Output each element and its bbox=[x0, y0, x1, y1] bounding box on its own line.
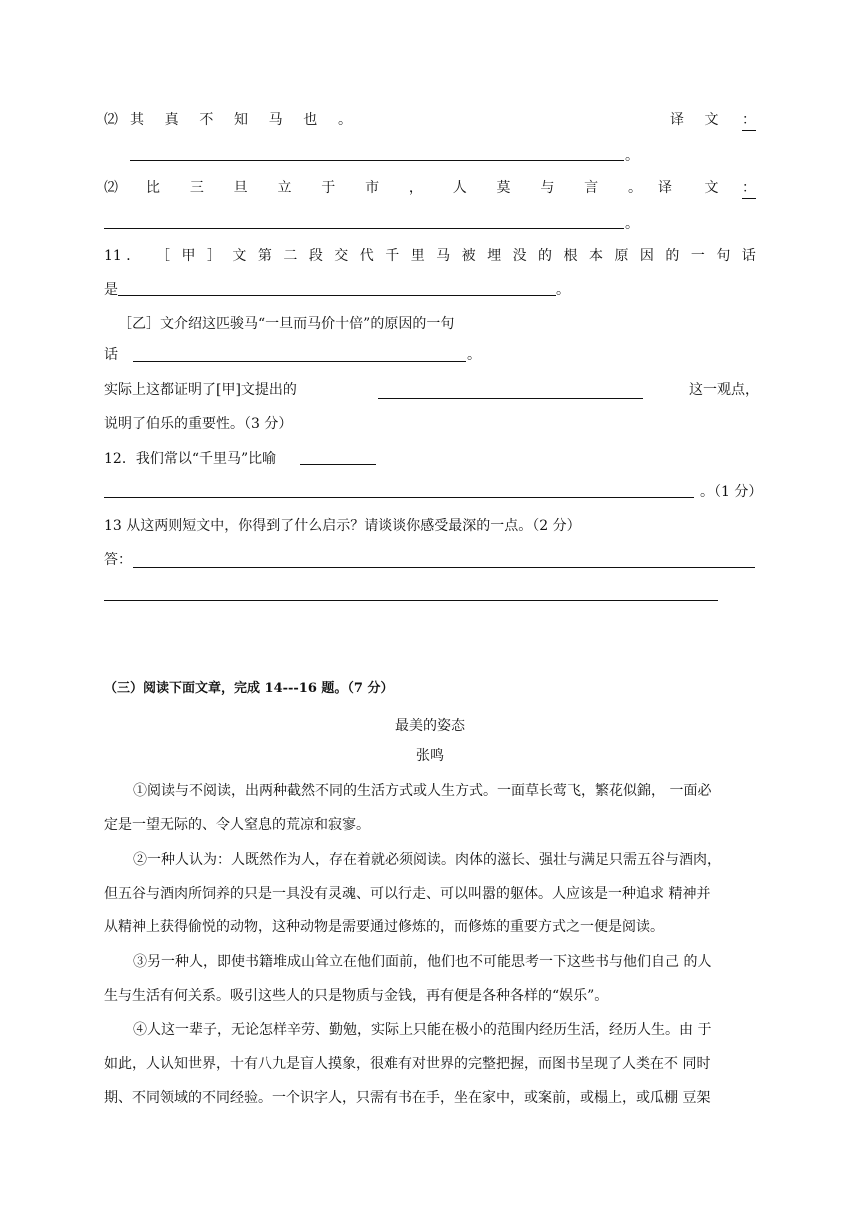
q11-answer-line-2[interactable] bbox=[133, 361, 466, 362]
q13-prompt: 13 从这两则短文中，你得到了什么启示？请谈谈你感受最深的一点。（2 分） bbox=[104, 518, 581, 534]
char: 与 bbox=[540, 180, 555, 196]
q11-line-4-end: 这一观点， bbox=[689, 382, 759, 398]
q10-item2-label: 译 文 bbox=[658, 180, 733, 196]
article-p2-line1: ②一种人认为：人既然作为人，存在着就必须阅读。肉体的滋长、强壮与满足只需五谷与酒肉， bbox=[133, 852, 721, 868]
char: 甲 bbox=[181, 248, 196, 264]
char: 原 bbox=[614, 248, 629, 264]
q11-end-2: 。 bbox=[467, 347, 481, 363]
char: 千 bbox=[385, 248, 400, 264]
q11-end-1: 。 bbox=[556, 282, 570, 298]
char: 里 bbox=[410, 248, 425, 264]
article-author: 张鸣 bbox=[416, 748, 444, 764]
article-p4-line2: 如此，人认知世界，十有八九是盲人摸象，很难有对世界的完整把握，而图书呈现了人类在不 同时 bbox=[104, 1056, 711, 1072]
char: 埋 bbox=[487, 248, 502, 264]
article-p2-line3: 从精神上获得偷悦的动物，这种动物是需要通过修炼的，而修炼的重要方式之一便是阅读。 bbox=[104, 919, 664, 935]
q10-item1-colon: ： bbox=[742, 110, 756, 131]
char: 话 bbox=[741, 248, 756, 264]
char: 真 bbox=[164, 112, 179, 128]
q10-item1-num: ⑵ bbox=[104, 112, 118, 128]
char: 比 bbox=[146, 180, 160, 196]
article-title: 最美的姿态 bbox=[395, 718, 465, 734]
char: 被 bbox=[461, 248, 476, 264]
char: 二 bbox=[283, 248, 298, 264]
q10-item1-sentence bbox=[130, 110, 352, 130]
q10-item2-colon: ： bbox=[742, 178, 756, 199]
char: ］ bbox=[206, 248, 221, 264]
q11-line-2: ［乙］文介绍这匹骏马“一旦而马价十倍”的原因的一句 bbox=[118, 316, 455, 332]
q10-item2-num: ⑵ bbox=[104, 180, 118, 196]
char: 。 bbox=[337, 112, 352, 128]
char: 其 bbox=[130, 112, 144, 128]
article-p4-line3: 期、不同领域的不同经验。一个识字人，只需有书在手，坐在家中，或案前，或榻上，或瓜棚 豆架 bbox=[104, 1090, 711, 1106]
q10-item2-end: 。 bbox=[625, 216, 639, 232]
q12-prompt: 12．我们常以“千里马”比喻 bbox=[104, 451, 277, 467]
article-p1-line2: 定是一望无际的、令人窒息的荒凉和寂寥。 bbox=[104, 817, 370, 833]
q10-item1-label: 译 文 bbox=[670, 112, 727, 128]
char: ［ bbox=[156, 248, 170, 264]
char: 三 bbox=[189, 180, 204, 196]
char: 旦 bbox=[233, 180, 248, 196]
char: 根 bbox=[563, 248, 578, 264]
article-p4-line1: ④人这一辈子，无论怎样辛劳、勤勉，实际上只能在极小的范围内经历生活，经历人生。由 于 bbox=[133, 1022, 712, 1038]
char: 一 bbox=[690, 248, 705, 264]
q10-item2-answer-line[interactable] bbox=[104, 228, 624, 229]
char: 因 bbox=[639, 248, 654, 264]
char: 段 bbox=[308, 248, 323, 264]
char: 人 bbox=[452, 180, 467, 196]
char: 市 bbox=[365, 180, 380, 196]
q11-line-3-start: 话 bbox=[104, 347, 118, 363]
q11-is: 是 bbox=[104, 282, 118, 298]
q13-answer-label: 答： bbox=[104, 552, 132, 568]
char: 言 bbox=[584, 180, 599, 196]
char: 的 bbox=[665, 248, 680, 264]
q13-answer-line-2[interactable] bbox=[104, 600, 718, 601]
char: 也 bbox=[303, 112, 318, 128]
article-p3-line1: ③另一种人，即使书籍堆成山耸立在他们面前，他们也不可能思考一下这些书与他们自己 的人 bbox=[133, 954, 712, 970]
char: 交 bbox=[334, 248, 349, 264]
q11-line-4-start: 实际上这都证明了[甲]文提出的 bbox=[104, 382, 297, 398]
char: 句 bbox=[716, 248, 731, 264]
article-p1-line1: ①阅读与不阅读，出两种截然不同的生活方式或人生方式。一面草长莺飞，繁花似錦， 一面必 bbox=[133, 783, 712, 799]
char: 知 bbox=[233, 112, 248, 128]
char: 的 bbox=[538, 248, 553, 264]
char: 马 bbox=[436, 248, 451, 264]
char: 文 bbox=[232, 248, 247, 264]
q11-answer-line-3[interactable] bbox=[378, 398, 643, 399]
q12-score: 。（1 分） bbox=[700, 484, 763, 500]
q10-item2-sentence bbox=[146, 178, 642, 198]
char: 本 bbox=[588, 248, 603, 264]
q11-answer-line-1[interactable] bbox=[118, 295, 556, 296]
article-p2-line2: 但五谷与酒肉所饲养的只是一具没有灵魂、可以行走、可以叫嚣的躯体。人应该是一种追求 精神并 bbox=[104, 886, 711, 902]
q11-line-5: 说明了伯乐的重要性。（3 分） bbox=[104, 416, 293, 432]
article-p3-line2: 生与生活有何关系。吸引这些人的只是物质与金钱，再有便是各种各样的“娱乐”。 bbox=[104, 988, 609, 1004]
char: 不 bbox=[199, 112, 214, 128]
char: 于 bbox=[321, 180, 336, 196]
char: 代 bbox=[359, 248, 374, 264]
q12-answer-line-2[interactable] bbox=[104, 497, 694, 498]
char: 没 bbox=[512, 248, 527, 264]
q11-number: 11 ． bbox=[104, 248, 141, 264]
char: 立 bbox=[277, 180, 292, 196]
q11-prompt bbox=[156, 246, 756, 266]
char: ， bbox=[408, 180, 423, 196]
char: 第 bbox=[257, 248, 272, 264]
char: 马 bbox=[268, 112, 283, 128]
char: 。 bbox=[627, 180, 642, 196]
char: 莫 bbox=[496, 180, 511, 196]
q13-answer-line-1[interactable] bbox=[133, 567, 755, 568]
q10-item1-answer-line[interactable] bbox=[130, 160, 624, 161]
q10-item1-end: 。 bbox=[625, 148, 639, 164]
section-heading: （三）阅读下面文章，完成 14---16 题。（7 分） bbox=[104, 681, 394, 696]
q12-answer-line-1[interactable] bbox=[300, 464, 376, 465]
